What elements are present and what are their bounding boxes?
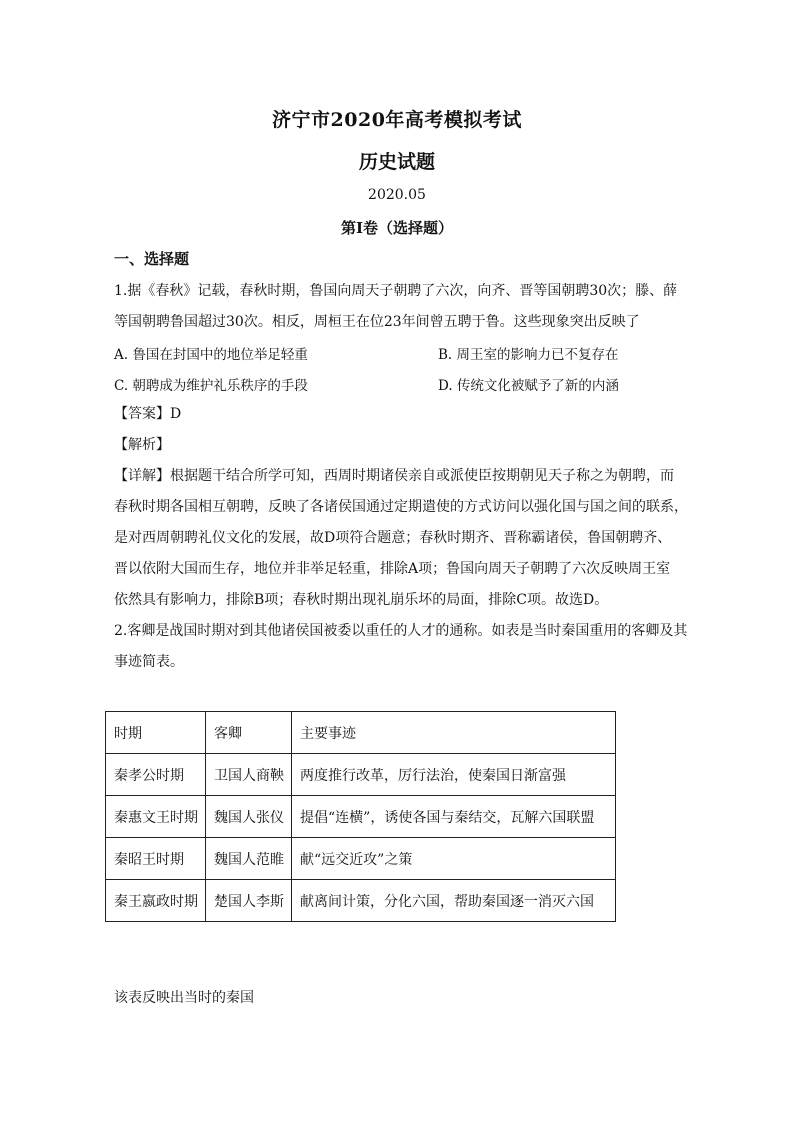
q1-detail-line-2: 春秋时期各国相互朝聘，反映了各诸侯国通过定期遣使的方式访问以强化国与国之间的联系， [114,499,688,515]
table-header-cell: 客卿 [206,712,292,754]
table-row [106,796,616,838]
table-cell: 秦昭王时期 [106,838,206,880]
table-cell: 两度推行改革，厉行法治，使秦国日渐富强 [292,754,616,796]
q1-stem-line-2: 等国朝聘鲁国超过30次。相反，周桓王在位23年间曾五聘于鲁。这些现象突出反映了 [114,314,640,330]
table-cell: 楚国人李斯 [206,880,292,922]
q1-option-c: C. 朝聘成为维护礼乐秩序的手段 [114,378,308,394]
table-row [106,880,616,922]
guest-minister-table [105,711,616,922]
q1-detail-line-5: 依然具有影响力，排除B项；春秋时期出现礼崩乐坏的局面，排除C项。故选D。 [114,592,609,608]
q1-stem-line-1: 1.据《春秋》记载，春秋时期，鲁国向周天子朝聘了六次，向齐、晋等国朝聘30次；滕、薛 [114,283,678,299]
table-header-cell: 主要事迹 [292,712,616,754]
table-header-cell: 时期 [106,712,206,754]
q1-detail-line-3: 是对西周朝聘礼仪文化的发展，故D项符合题意；春秋时期齐、晋称霸诸侯，鲁国朝聘齐、 [114,530,672,546]
table-cell: 秦孝公时期 [106,754,206,796]
q1-analysis-label: 【解析】 [114,437,170,453]
table-cell: 魏国人范睢 [206,838,292,880]
q1-detail-line-4: 晋以依附大国而生存，地位并非举足轻重，排除A项；鲁国向周天子朝聘了六次反映周王室 [114,561,671,577]
q2-follow-text: 该表反映出当时的秦国 [114,990,254,1006]
table-row [106,754,616,796]
exam-date: 2020.05 [368,187,426,203]
table-cell: 秦惠文王时期 [106,796,206,838]
exam-title: 济宁市2020年高考模拟考试 [272,109,522,131]
q1-option-d: D. 传统文化被赋予了新的内涵 [438,378,619,394]
answer-label: 【答案】 [114,406,170,422]
detail-text: 根据题干结合所学可知，西周时期诸侯亲自或派使臣按期朝见天子称之为朝聘，而 [170,468,674,484]
table-cell: 提倡“连横”，诱使各国与秦结交，瓦解六国联盟 [292,796,616,838]
table-cell: 卫国人商鞅 [206,754,292,796]
table-cell: 秦王嬴政时期 [106,880,206,922]
answer-value: D [170,406,182,422]
table-cell: 献“远交近攻”之策 [292,838,616,880]
table-cell: 献离间计策，分化六国，帮助秦国逐一消灭六国 [292,880,616,922]
volume-heading: 第I卷（选择题） [340,219,454,237]
q1-option-a: A. 鲁国在封国中的地位举足轻重 [114,347,308,363]
table-header-row [106,712,616,754]
detail-label: 【详解】 [114,468,170,484]
table-row [106,838,616,880]
q1-option-b: B. 周王室的影响力已不复存在 [438,347,619,363]
q2-stem-line-1: 2.客卿是战国时期对到其他诸侯国被委以重任的人才的通称。如表是当时秦国重用的客卿及其 [114,623,688,639]
q2-stem-line-2: 事迹简表。 [114,654,184,670]
subject-title: 历史试题 [358,151,435,173]
q1-answer [114,404,181,424]
table-cell: 魏国人张仪 [206,796,292,838]
section-heading: 一、选择题 [114,250,190,268]
q1-detail-line-1 [114,466,674,486]
